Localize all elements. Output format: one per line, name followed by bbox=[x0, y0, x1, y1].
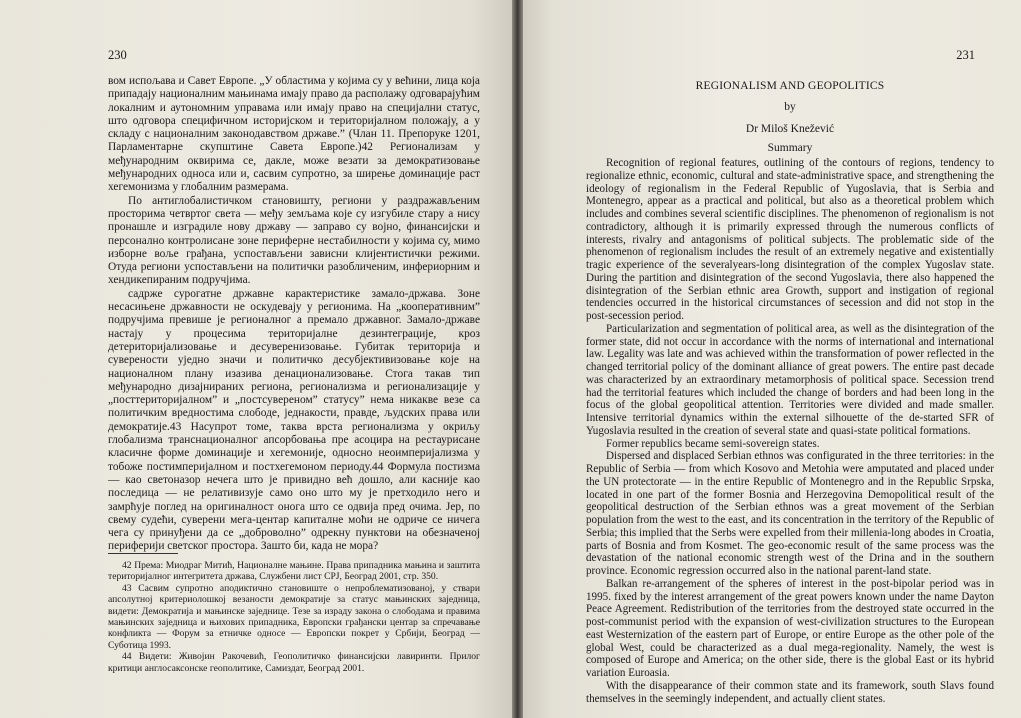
paragraph: садрже сурогатне државне карактеристике замало-држава. Зоне несасињене државности не оскудевају у регионима. На „кооперативним” подручјима превише је регионалног а премало државног. Замало-државе настају у процесима територијалне дезинтеграције, кроз детериторијализовање и десуверенизовање. Губитак територија и суверености уједно значи и политичко десубјективизовање које на националном плану изазива денационализовање. Стога такав тип међународно дизајнираних региона, регионализма и регионализације у „посттериторијалном” и „постсуверeном” статусу” нема никакве везе са политичким вредностима слободе, једнакости, правде, људских права или демократије.43 Насупрот томе, таква врста регионализма у окриљу глобализма транснационалног апсорбовања пре асоцира на рестаурисане класичне форме доминације и хегемоније, односно неоимперијализма у тобоже постимперијалном и постхегемоном периоду.44 Формула постизма — као светоназор нечега што је привидно већ дошло, али касније као последица — не релативизује само оно што му је претходило него и замрћује поглед на оригиналност онога што се одвија пред очима. Јер, по свему судећи, суверени мега-центар капиталне моћи не одриче се ничега чега су принуђени да се „доброволно” одрекну пунктови на обезначеној периферији светског простора. Зашто би, када не мора? bbox=[108, 287, 480, 553]
paragraph: Dispersed and displaced Serbian ethnos was configurated in the three territories: in the Republic of Serbia — from which Kosovo and Metohia were amputated and placed under the UN protectorate — in the entire Republic of Montenegro and in the Republic Srpska, located in one part of the former Bosnia and Herzegovina Demopolitical result of the geopolitical destruction of the Serbian ethnos was a great movement of the Serbian population from the west to the east, and its concentration in the territory of the Republic of Serbia; this implied that the Serbs were expelled from their millenia-long abodes in Croatia, parts of Bosnia and from Kosmet. The geo-economic result of the same process was the devastation of the national economic strength west of the Drina and in the southern province. Economic regression occurred also in the national parent-land state. bbox=[586, 450, 994, 577]
right-page bbox=[523, 0, 1021, 718]
paragraph: Particularization and segmentation of political area, as well as the disintegration of the former state, did not occur in accordance with the norms of international and international law. Legality was late and was achieved within the transformation of power reflected in the changed territorial policy of the dominant alliance of great powers. The entire past decade was characterized by an extraordinary metamorphosis of political space. Secession trend had the territorial features which included the change of borders and had been long in the focus of the global geopolitical attention. Territories were divided and made smaller. Intensive territorial dynamics within the external silhouette of the de-started SFR of Yugoslavia resulted in the creation of several state and quasi-state political formations. bbox=[586, 322, 994, 437]
footnote: 44 Видети: Живојин Ракочевић, Геополитичко финансијски лавиринти. Прилог критици англосаксонске геополитике, Самиздат, Београд 2001. bbox=[108, 651, 480, 674]
right-body-text bbox=[586, 157, 994, 705]
paragraph: Former republics became semi-sovereign states. bbox=[606, 437, 820, 450]
footnotes bbox=[108, 560, 480, 674]
summary-heading: Summary bbox=[767, 142, 813, 154]
paragraph: вом испољава и Савет Европе. „У областима у којима су у већини, лица која припадају националним мањинама имају право да располажу одговарајућим локалним и аутономним управама или имају право на специјални статус, што одговора специфичном историјском и територијалном положају, а у складу с националним законодавством државе.” (Члан 11. Препоруке 1201, Парламентарне скупштине Савета Европе.)42 Регионализам у међународним оквирима се, дакле, може везати за демократизовање међународних односа или и, сасвим супротно, за ширење доминације раст хегемонизма у глобалним размерама. bbox=[108, 75, 480, 194]
footnote: 42 Према: Миодраг Митић, Националне мањине. Права припадника мањина и заштита територијалног интегритета држава, Службени лист СРЈ, Београд 2001, стр. 350. bbox=[108, 560, 480, 583]
author-name: Dr Miloš Knežević bbox=[745, 123, 835, 135]
left-body-text bbox=[108, 75, 480, 554]
paragraph: Recognition of regional features, outlining of the contours of regions, tendency to regionalize ethnic, economic, cultural and state-administrative space, and strengthening the ideology of regionalism in the Federal Republic of Yugoslavia, that is Serbia and Montenegro, appear as a practical and political, but also as a theoretical problem which includes and combines several scientific disciplines. The phenomenon of regionalism is not contradictory, although it is primarily expressed through the numerous conflicts of interests, rivalry and antagonisms of political subjects. The problematic side of the phenomenon of regionalism includes the result of an extremely negative and existentially tragic experience of the severalyears-long disintegration of the complex Yugoslav state. During the partition and disintegration of the second Yugoslavia, there also happened the disintegration of the Serbian ethnic area Growth, support and instigation of regional tendencies occurred in the historical circumstances of secession and did not stop in the post-secession period. bbox=[586, 157, 994, 322]
book-gutter bbox=[512, 0, 523, 718]
paragraph: With the disappearance of their common state and its framework, south Slavs found themselves in the seemingly independent, and actually client states. bbox=[586, 679, 994, 705]
paragraph: По антиглобалистичком становишту, региони у раздражављеним просторима четвртог света — међу земљама које су изгубиле стару а нису пронашле и изградиле нову државу — заправо су војно, финансијски и персонално контролисане зоне периферне нестабилности у којима су, мимо изборне воље грађана, успостављени зависни клијентистички режими. Отуда региони успостављени на политички разобличеним, инфериорним и хендикепираним подручјима. bbox=[108, 194, 480, 287]
article-title: REGIONALISM AND GEOPOLITICS bbox=[695, 80, 885, 92]
byline-by: by bbox=[784, 101, 796, 113]
paragraph: Balkan re-arrangement of the spheres of interest in the post-bipolar period was in 1995. fixed by the interest arrangement of the great powers known under the name Dayton Peace Agreement. Redistribution of the territories from the destroyed state occurred in the post-communist period with the expansion of west-civilization structures to the European east Westernization of the eastern part of Europe, or entire Europe as the other pole of the global West, could be characterized as a dual mega-regionality. Namely, the west is composed of Europe and America; on the other side, there is the global East or its hybrid variation Euroasia. bbox=[586, 577, 994, 679]
footnote-divider bbox=[108, 553, 178, 554]
page-number: 230 bbox=[108, 48, 127, 62]
page-number: 231 bbox=[956, 48, 975, 62]
footnote: 43 Сасвим супротно аподиктично становиште о непроблематизованој, у ствари апсолутној критериолошкој везаности демократије за статус мањинских заједница, видети: Демократија и мањинске заједнице. Тезе за израду закона о слободама и правима мањинских заједница и њихових припадника, Европски грађански центар за спречавање конфликта — Форум за етничке односе — Европски покрет у Србији, Београд — Суботица 1993. bbox=[108, 582, 480, 651]
